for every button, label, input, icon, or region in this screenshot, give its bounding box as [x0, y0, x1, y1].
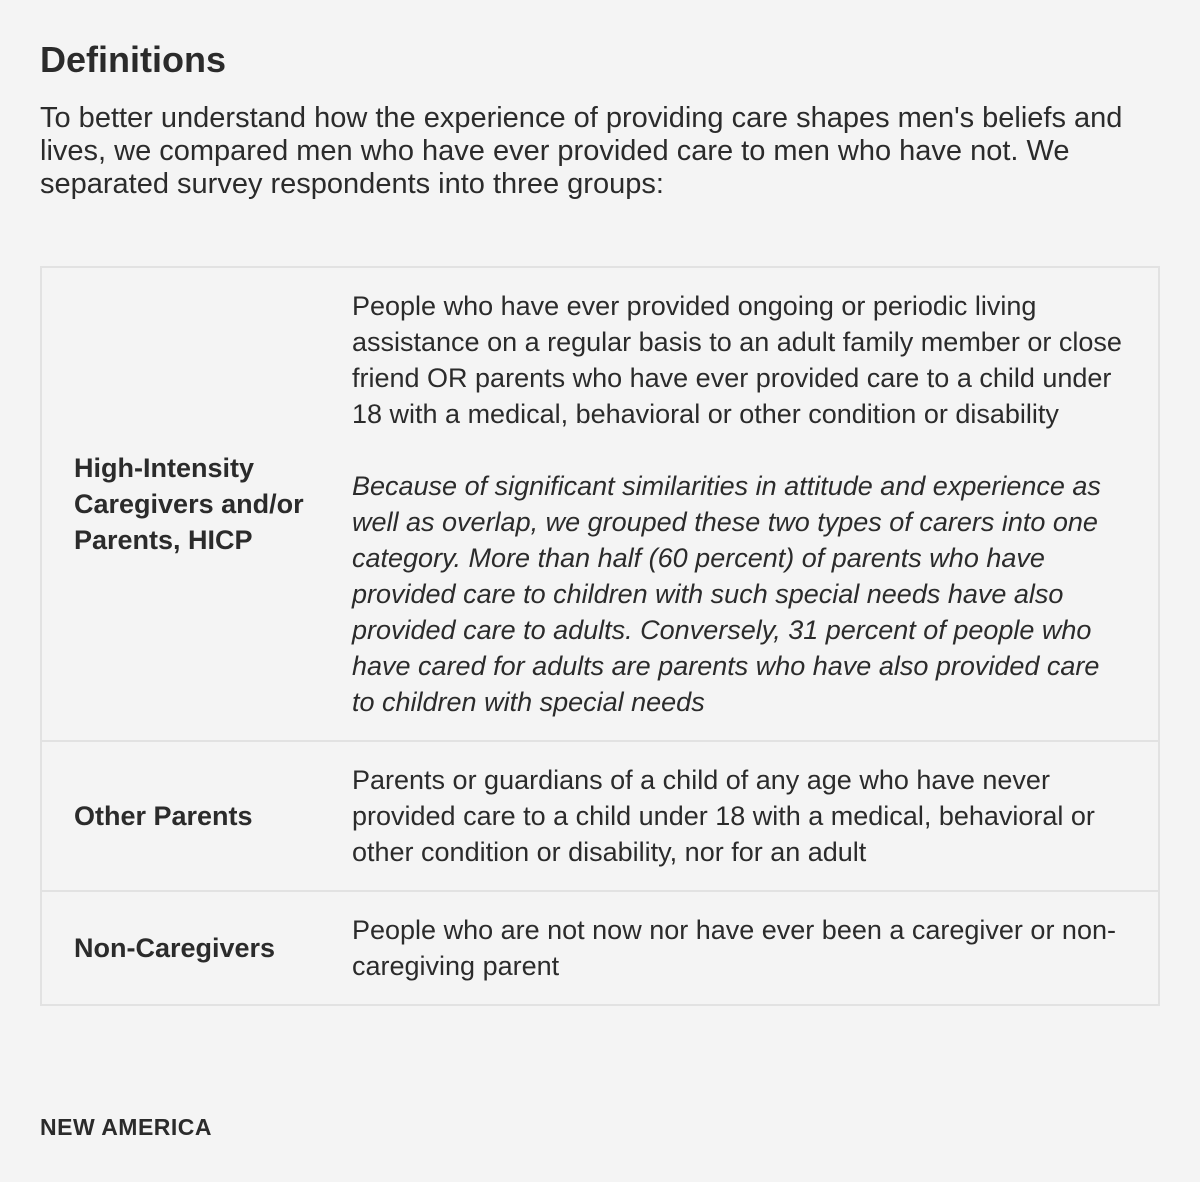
definition-text: Parents or guardians of a child of any age who have never provided care to a child under 18 with a medical, behavioral or other condition or disability, nor for an adult	[352, 765, 1095, 867]
term-cell: Other Parents	[41, 741, 320, 891]
table-row	[41, 267, 1159, 741]
definitions-table	[40, 266, 1160, 1006]
definition-cell	[320, 741, 1159, 891]
table-row	[41, 891, 1159, 1005]
definitions-section	[40, 36, 1160, 1006]
term-cell: Non-Caregivers	[41, 891, 320, 1005]
definition-text: People who have ever provided ongoing or periodic living assistance on a regular basis to an adult family member or close friend OR parents who have ever provided care to a child under 18 with a medical, behavioral or other condition or disability	[352, 291, 1122, 429]
page-title: Definitions	[40, 39, 226, 80]
definition-cell	[320, 267, 1159, 741]
brand-logo-text: NEW AMERICA	[40, 1114, 213, 1140]
definition-text: People who are not now nor have ever been a caregiver or non-caregiving parent	[352, 915, 1116, 981]
definition-cell	[320, 891, 1159, 1005]
table-row	[41, 741, 1159, 891]
term-cell: High-Intensity Caregivers and/or Parents, HICP	[74, 453, 304, 555]
intro-paragraph: To better understand how the experience of providing care shapes men's beliefs and lives, we compared men who have ever provided care to men who have not. We separated survey respondents into three groups:	[40, 102, 1123, 200]
definition-note: Because of significant similarities in attitude and experience as well as overlap, we grouped these two types of carers into one category. More than half (60 percent) of parents who have provided care to children with such special needs have also provided care to adults. Conversely, 31 percent of people who have cared for adults are parents who have also provided care to children with special needs	[352, 471, 1101, 717]
